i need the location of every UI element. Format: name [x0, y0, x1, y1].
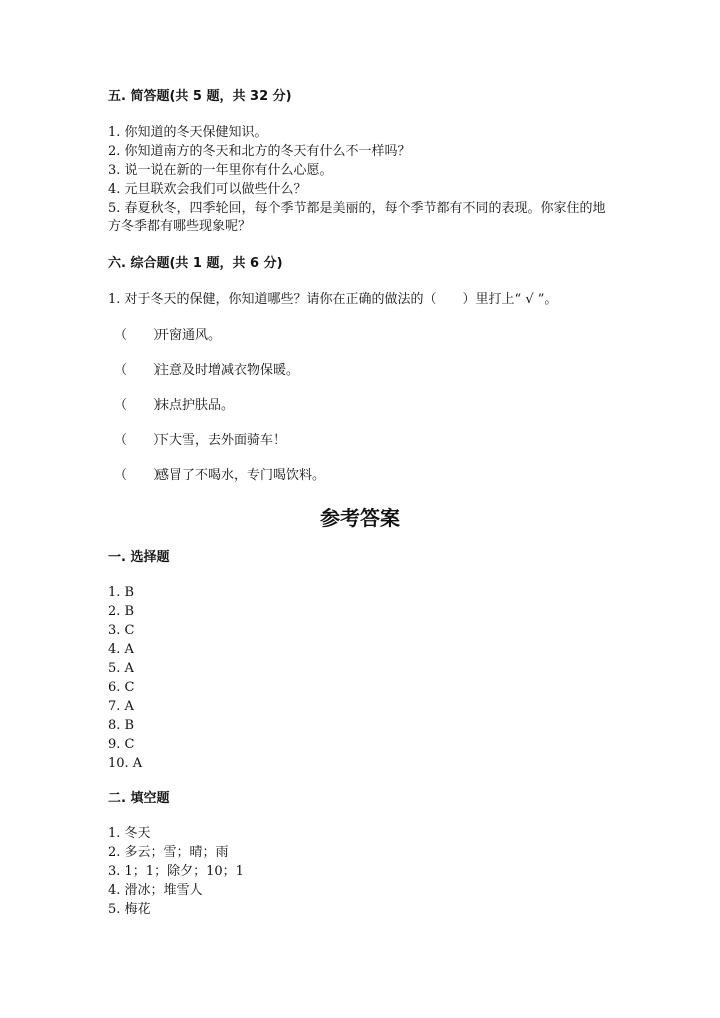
- choice-answer-10: 10. A: [108, 756, 143, 771]
- option-row-3: [114, 397, 234, 415]
- option-text: 注意及时增减衣物保暖。: [156, 363, 300, 378]
- fill-heading: 二. 填空题: [108, 791, 170, 806]
- choice-answer-8: 8. B: [108, 718, 135, 733]
- section5-question-3: 3. 说一说在新的一年里你有什么心愿。: [108, 163, 333, 178]
- option-row-2: [114, 362, 299, 380]
- choice-answer-1: 1. B: [108, 585, 135, 600]
- choice-answer-7: 7. A: [108, 699, 134, 714]
- choice-answer-3: 3. C: [108, 623, 135, 638]
- section6-heading: 六. 综合题(共 1 题，共 6 分): [108, 256, 283, 271]
- choice-answer-4: 4. A: [108, 642, 134, 657]
- choice-answer-6: 6. C: [108, 680, 135, 695]
- answers-title: 参考答案: [320, 506, 400, 530]
- answer-blank: （ ）: [114, 398, 167, 413]
- fill-answer-1: 1. 冬天: [108, 826, 151, 841]
- answer-blank: （ ）: [114, 363, 167, 378]
- fill-answer-5: 5. 梅花: [108, 902, 151, 917]
- choice-answer-9: 9. C: [108, 737, 135, 752]
- fill-answer-3: 3. 1；1；除夕；10；1: [108, 864, 244, 879]
- section5-question-5: 5. 春夏秋冬，四季轮回，每个季节都是美丽的，每个季节都有不同的表现。你家住的地方冬季都有哪些现象呢？: [108, 201, 606, 234]
- answer-blank: （ ）: [114, 468, 167, 483]
- option-row-1: [114, 327, 221, 345]
- option-text: 下大雪，去外面骑车！: [156, 433, 287, 448]
- answer-blank: （ ）: [114, 328, 167, 343]
- answer-blank: （ ）: [114, 433, 167, 448]
- option-row-4: [114, 432, 286, 450]
- fill-answer-4: 4. 滑冰；堆雪人: [108, 883, 203, 898]
- section5-question-4: 4. 元旦联欢会我们可以做些什么？: [108, 182, 307, 197]
- choice-answer-2: 2. B: [108, 604, 135, 619]
- choice-answer-5: 5. A: [108, 661, 134, 676]
- option-text: 感冒了不喝水，专门喝饮料。: [156, 468, 326, 483]
- choice-heading: 一. 选择题: [108, 550, 170, 565]
- section5-question-1: 1. 你知道的冬天保健知识。: [108, 125, 268, 140]
- option-row-5: [114, 467, 325, 485]
- section5-question-2: 2. 你知道南方的冬天和北方的冬天有什么不一样吗？: [108, 144, 411, 159]
- section5-heading: 五. 简答题(共 5 题，共 32 分): [108, 89, 292, 104]
- section6-question: 1. 对于冬天的保健，你知道哪些？请你在正确的做法的（ ）里打上“ √ ”。: [108, 292, 558, 307]
- option-text: 开窗通风。: [156, 328, 222, 343]
- option-text: 抹点护肤品。: [156, 398, 235, 413]
- fill-answer-2: 2. 多云；雪；晴；雨: [108, 845, 229, 860]
